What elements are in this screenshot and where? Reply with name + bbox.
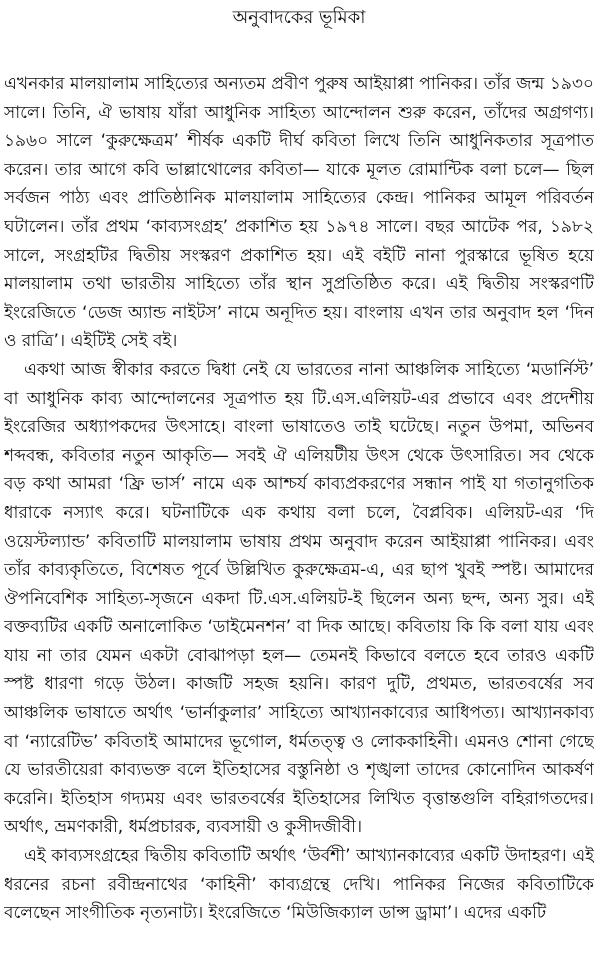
body-text (4, 70, 594, 928)
paragraph-1: এখনকার মালয়ালাম সাহিত্যের অন্যতম প্রবীণ পুরুষ আইয়াপ্পা পানিকর। তাঁর জন্ম ১৯৩০ সালে। তিনি, ঐ ভাষায় যাঁরা আধুনিক সাহিত্য আন্দোলন শুরু করেন, তাঁদের অগ্রগণ্য। ১৯৬০ সালে ‘কুরুক্ষেত্রম’ শীর্ষক একটি দীর্ঘ কবিতা লিখে তিনি আধুনিকতার সূত্রপাত করেন। তার আগে কবি ভাল্লাথোলের কবিতা— যাকে মূলত রোমান্টিক বলা চলে— ছিল সর্বজন পাঠ্য এবং প্রাতিষ্ঠানিক মালয়ালাম সাহিত্যের কেন্দ্র। পানিকর আমূল পরিবর্তন ঘটালেন। তাঁর প্রথম ‘কাব্যসংগ্রহ’ প্রকাশিত হয় ১৯৭৪ সালে। বছর আটেক পর, ১৯৮২ সালে, সংগ্রহটির দ্বিতীয় সংস্করণ প্রকাশিত হয়। এই বইটি নানা পুরস্কারে ভূষিত হয়ে মালয়ালাম তথা ভারতীয় সাহিত্যে তাঁর স্থান সুপ্রতিষ্ঠিত করে। এই দ্বিতীয় সংস্করণটি ইংরেজিতে ‘ডেজ অ্যান্ড নাইটস’ নামে অনূদিত হয়। বাংলায় এখন তার অনুবাদ হল ‘দিন ও রাত্রি’। এইটিই সেই বই। (4, 74, 594, 352)
page-title: অনুবাদকের ভূমিকা (232, 7, 366, 28)
paragraph-2: একথা আজ স্বীকার করতে দ্বিধা নেই যে ভারতের নানা আঞ্চলিক সাহিত্যে ‘মডার্নিস্ট’ বা আধুনিক কাব্য আন্দোলনের সূত্রপাত হয় টি.এস.এলিয়ট-এর প্রভাবে এবং প্রদেশীয় ইংরেজির অধ্যাপকদের উৎসাহে। বাংলা ভাষাতেও তাই ঘটেছে। নতুন উপমা, অভিনব শব্দবন্ধ, কবিতার নতুন আকৃতি— সবই ঐ এলিয়টীয় উৎস থেকে উৎসারিত। সব থেকে বড় কথা আমরা ‘ফ্রি ভার্স’ নামে এক আশ্চর্য কাব্যপ্রকরণের সন্ধান পাই যা গতানুগতিক ধারাকে নস্যাৎ করে। ঘটনাটিকে এক কথায় বলা চলে, বৈপ্লবিক। এলিয়ট-এর ‘দি ওয়েস্টল্যান্ড’ কবিতাটি মালয়ালাম ভাষায় প্রথম অনুবাদ করেন আইয়াপ্পা পানিকর। এবং তাঁর কাব্যকৃতিতে, বিশেষত পূর্বে উল্লিখিত কুরুক্ষেত্রম-এ, এর ছাপ খুবই স্পষ্ট। আমাদের ঔপনিবেশিক সাহিত্য-সৃজনে একদা টি.এস.এলিয়ট-ই ছিলেন অন্য ছন্দ, অন্য সুর। এই বক্তব্যটির একটি অনালোকিত ‘ডাইমেনশন’ বা দিক আছে। কবিতায় কি কি বলা যায় এবং যায় না তার যেমন একটা বোঝাপড়া হল— তেমনই কিভাবে বলতে হবে তারও একটি স্পষ্ট ধারণা গড়ে উঠল। কাজটি সহজ হয়নি। কারণ দুটি, প্রথমত, ভারতবর্ষের সব আঞ্চলিক ভাষাতে অর্থাৎ ‘ভার্নাকুলার’ সাহিত্যে আখ্যানকাব্যের আধিপত্য। আখ্যানকাব্য বা ‘ন্যারেটিভ’ কবিতাই আমাদের ভূগোল, ধর্মতত্ত্ব ও লোককাহিনী। এমনও শোনা গেছে যে ভারতীয়েরা কাব্যভক্ত বলে ইতিহাসের বস্তুনিষ্ঠা ও শৃঙ্খলা তাদের কোনোদিন আকর্ষণ করেনি। ইতিহাস গদ্যময় এবং ভারতবর্ষের ইতিহাসের লিখিত বৃত্তান্তগুলি বহিরাগতদের। অর্থাৎ, ভ্রমণকারী, ধর্মপ্রচারক, ব্যবসায়ী ও কুসীদজীবী। (4, 359, 594, 838)
book-page (4, 6, 594, 950)
paragraph-3: এই কাব্যসংগ্রহের দ্বিতীয় কবিতাটি অর্থাৎ ‘উর্বশী’ আখ্যানকাব্যের একটি উদাহরণ। এই ধরনের রচনা রবীন্দ্রনাথের ‘কাহিনী’ কাব্যগ্রন্থে দেখি। পানিকর নিজের কবিতাটিকে বলেছেন সাংগীতিক নৃত্যনাট্য। ইংরেজিতে ‘মিউজিক্যাল ডান্স ড্রামা’। এদের একটি (4, 846, 594, 924)
